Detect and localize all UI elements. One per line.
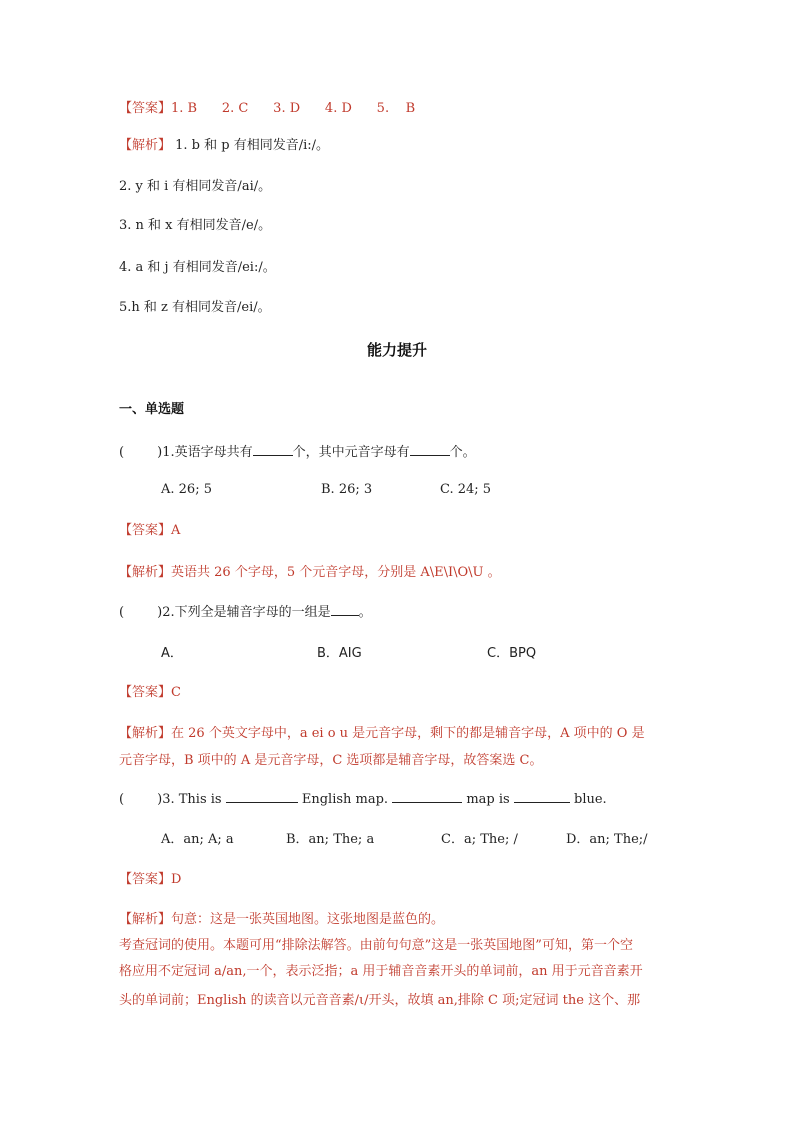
- option-b: B. 26; 3: [321, 482, 373, 497]
- answer-text: 1. B 2. C 3. D 4. D 5. B: [171, 101, 416, 116]
- analysis-row: [119, 561, 501, 580]
- analysis-line: 2. y 和 i 有相同发音/ai/。: [119, 179, 272, 194]
- section-title: 能力提升: [366, 341, 427, 359]
- analysis-label: 【解析】: [119, 726, 172, 741]
- analysis-row: [119, 908, 444, 927]
- answer-label: 【答案】: [119, 872, 172, 887]
- answer-paren: ( ): [119, 445, 163, 460]
- question-text: 3. This is: [162, 792, 222, 807]
- blank: [392, 790, 462, 803]
- option-c: C．BPQ: [487, 646, 537, 661]
- question-text: map is: [466, 792, 510, 807]
- option-d: D．an; The;/: [566, 832, 648, 847]
- question-text: English map.: [301, 792, 389, 807]
- answer-label: 【答案】: [119, 101, 172, 116]
- analysis-text: 元音字母，B 项中的 A 是元音字母，C 选项都是辅音字母，故答案选 C。: [119, 753, 543, 768]
- answer-row-1: [119, 97, 415, 116]
- question-1-stem: [119, 441, 476, 460]
- answer-row: [119, 681, 181, 700]
- answer-label: 【答案】: [119, 685, 172, 700]
- analysis-row: [119, 722, 645, 741]
- analysis-line: 1. b 和 p 有相同发音/i:/。: [171, 138, 330, 153]
- blank: [331, 603, 359, 616]
- option-a: A．: [161, 646, 183, 661]
- analysis-text: 格应用不定冠词 a/an,一个，表示泛指；a 用于辅音音素开头的单词前，an 用于元音音素开: [119, 964, 643, 979]
- question-text: 。: [358, 605, 372, 620]
- answer-label: 【答案】: [119, 523, 172, 538]
- answer-row: [119, 519, 180, 538]
- option-c: C. 24; 5: [440, 482, 492, 497]
- analysis-line: 4. a 和 j 有相同发音/ei:/。: [119, 260, 276, 275]
- answer-row: [119, 868, 181, 887]
- blank: [410, 443, 450, 456]
- blank: [226, 790, 298, 803]
- option-a: A. 26; 5: [161, 482, 212, 497]
- question-text: blue.: [574, 792, 607, 807]
- option-b: B．AIG: [317, 646, 362, 661]
- question-text: 个，其中元音字母有: [292, 445, 410, 460]
- blank: [514, 790, 570, 803]
- blank: [253, 443, 293, 456]
- question-text: 个。: [449, 445, 476, 460]
- analysis-row-1: [119, 134, 329, 153]
- question-text: 2.下列全是辅音字母的一组是: [162, 605, 331, 620]
- analysis-text: 句意：这是一张英国地图。这张地图是蓝色的。: [171, 912, 445, 927]
- answer-value: C: [171, 685, 181, 700]
- analysis-line: 3. n 和 x 有相同发音/e/。: [119, 218, 272, 233]
- question-3-stem: [119, 790, 607, 807]
- question-2-stem: [119, 601, 372, 620]
- analysis-text: 在 26 个英文字母中，a ei o u 是元音字母，剩下的都是辅音字母，A 项中的 O 是: [171, 726, 645, 741]
- option-b: B．an; The; a: [286, 832, 375, 847]
- option-a: A．an; A; a: [161, 832, 234, 847]
- analysis-text: 头的单词前；English 的读音以元音音素/ι/开头，故填 an,排除 C 项;定冠词 the 这个、那: [119, 993, 641, 1008]
- question-text: 1.英语字母共有: [162, 445, 253, 460]
- analysis-label: 【解析】: [119, 565, 172, 580]
- subsection-title: 一、单选题: [119, 402, 185, 417]
- analysis-text: 英语共 26 个字母，5 个元音字母，分别是 A\E\I\O\U 。: [171, 565, 501, 580]
- analysis-text: 考查冠词的使用。本题可用“排除法解答。由前句句意”这是一张英国地图”可知，第一个空: [119, 938, 633, 953]
- analysis-label: 【解析】: [119, 912, 172, 927]
- answer-value: D: [171, 872, 182, 887]
- analysis-label: 【解析】: [119, 138, 172, 153]
- option-c: C．a; The; /: [441, 832, 518, 847]
- answer-paren: ( ): [119, 605, 163, 620]
- analysis-line: 5.h 和 z 有相同发音/ei/。: [119, 300, 271, 315]
- answer-value: A: [171, 523, 181, 538]
- answer-paren: ( ): [119, 792, 163, 807]
